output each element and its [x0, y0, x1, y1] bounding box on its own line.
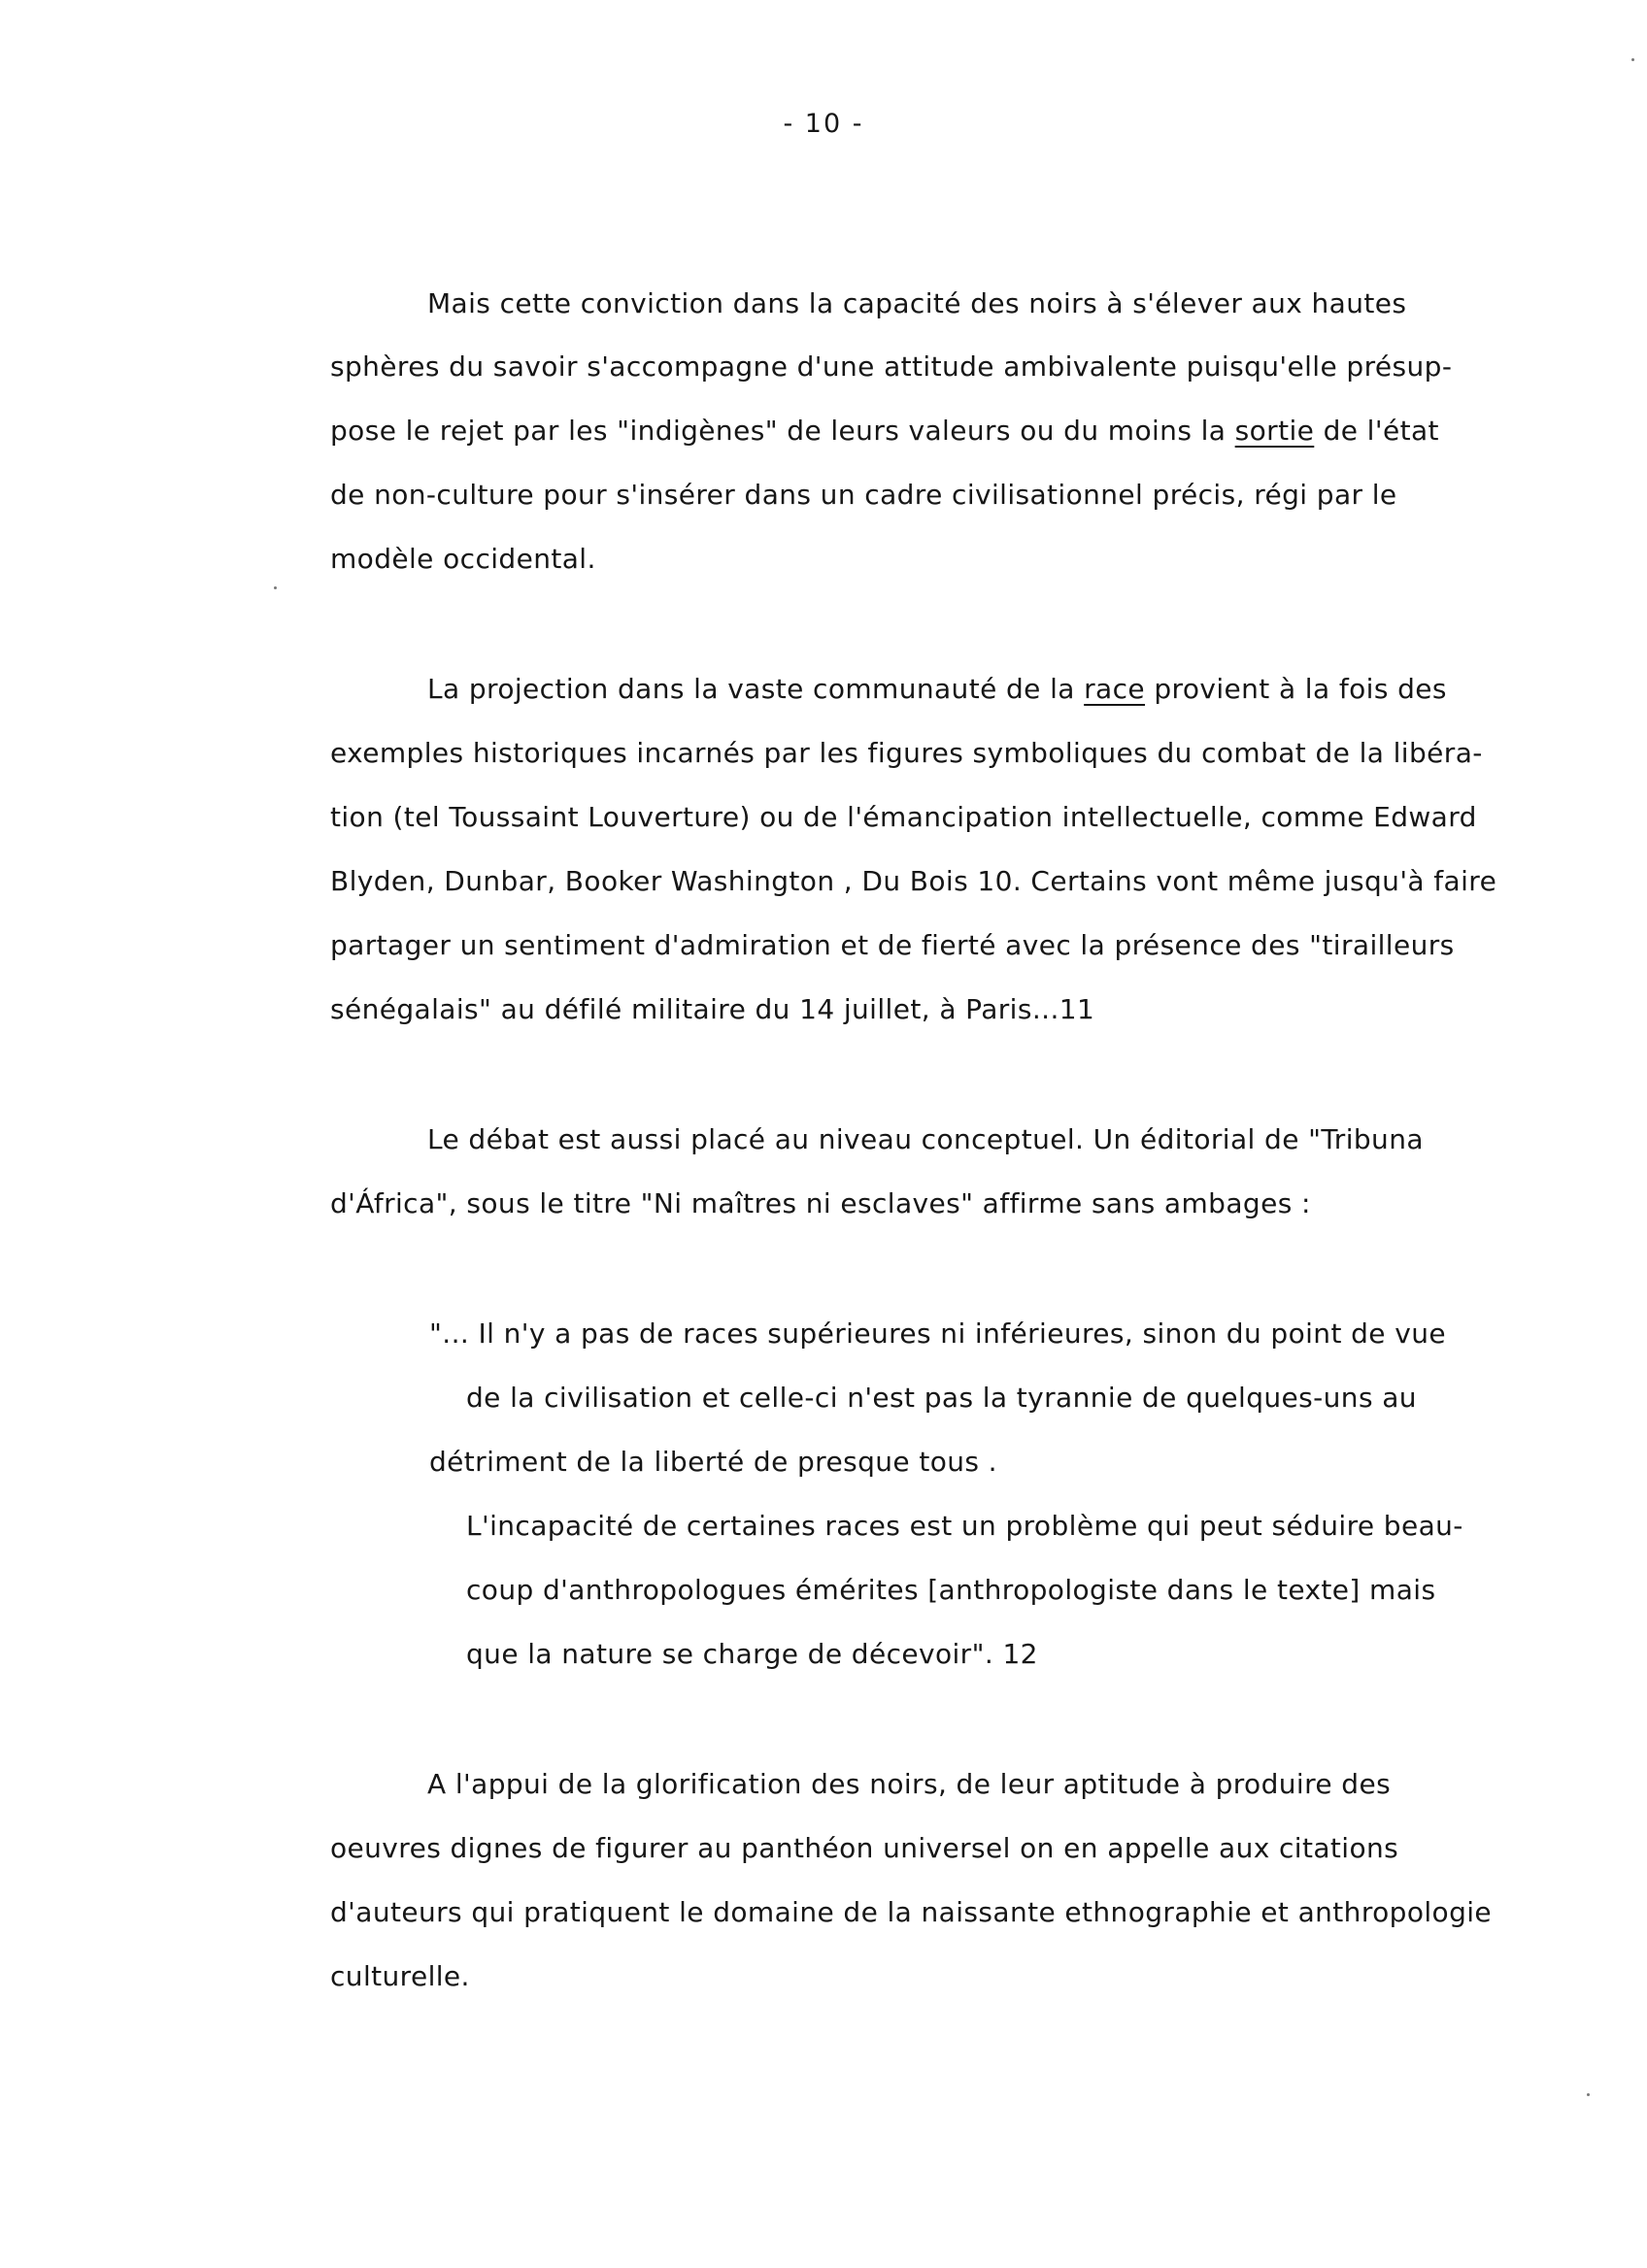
paragraph-3-line-2: d'África", sous le titre "Ni maîtres ni esclaves" affirme sans ambages :: [330, 1187, 1311, 1219]
scan-speck: [1631, 58, 1634, 61]
page-number: - 10 -: [783, 109, 864, 139]
paragraph-1-line-4: de non-culture pour s'insérer dans un cadre civilisationnel précis, régi par le: [330, 479, 1397, 511]
quote-line-2: de la civilisation et celle-ci n'est pas la tyrannie de quelques-uns au: [466, 1382, 1417, 1414]
underlined-word: sortie: [1234, 415, 1315, 447]
paragraph-2-line-4: Blyden, Dunbar, Booker Washington , Du Bois 10. Certains vont même jusqu'à faire: [330, 865, 1497, 897]
text-run: pose le rejet par les "indigènes" de leurs valeurs ou du moins la: [330, 415, 1235, 447]
paragraph-3-line-1: Le débat est aussi placé au niveau conceptuel. Un éditorial de "Tribuna: [427, 1123, 1424, 1155]
paragraph-2-line-3: tion (tel Toussaint Louverture) ou de l'émancipation intellectuelle, comme Edward: [330, 801, 1477, 833]
paragraph-5-line-2: oeuvres dignes de figurer au panthéon universel on en appelle aux citations: [330, 1832, 1399, 1864]
paragraph-2-line-5: partager un sentiment d'admiration et de fierté avec la présence des "tirailleurs: [330, 929, 1455, 961]
quote-line-3: détriment de la liberté de presque tous .: [429, 1446, 997, 1478]
quote-line-5: coup d'anthropologues émérites [anthropologiste dans le texte] mais: [466, 1574, 1436, 1606]
paragraph-1-line-5: modèle occidental.: [330, 543, 596, 575]
paragraph-5-line-3: d'auteurs qui pratiquent le domaine de la naissante ethnographie et anthropologie: [330, 1896, 1493, 1928]
paragraph-1-line-3: [330, 412, 1439, 450]
quote-line-6: que la nature se charge de décevoir". 12: [466, 1638, 1038, 1670]
quote-line-1: "... Il n'y a pas de races supérieures ni inférieures, sinon du point de vue: [429, 1317, 1446, 1350]
paragraph-2-line-2: exemples historiques incarnés par les figures symboliques du combat de la libéra-: [330, 737, 1483, 769]
paragraph-5-line-1: A l'appui de la glorification des noirs, de leur aptitude à produire des: [427, 1768, 1392, 1800]
paragraph-2-line-1: [427, 670, 1447, 709]
paragraph-1-line-2: sphères du savoir s'accompagne d'une attitude ambivalente puisqu'elle présup-: [330, 350, 1453, 383]
text-run: La projection dans la vaste communauté de la: [427, 673, 1085, 705]
scan-speck: [274, 586, 277, 589]
paragraph-5-line-4: culturelle.: [330, 1960, 470, 1992]
paragraph-1-line-1: Mais cette conviction dans la capacité des noirs à s'élever aux hautes: [427, 287, 1407, 319]
paragraph-2-line-6: sénégalais" au défilé militaire du 14 juillet, à Paris...11: [330, 993, 1095, 1025]
underlined-word: race: [1084, 673, 1146, 705]
text-run: provient à la fois des: [1145, 673, 1447, 705]
scan-speck: [1587, 2093, 1590, 2096]
quote-line-4: L'incapacité de certaines races est un problème qui peut séduire beau-: [466, 1510, 1463, 1542]
text-run: de l'état: [1314, 415, 1439, 447]
